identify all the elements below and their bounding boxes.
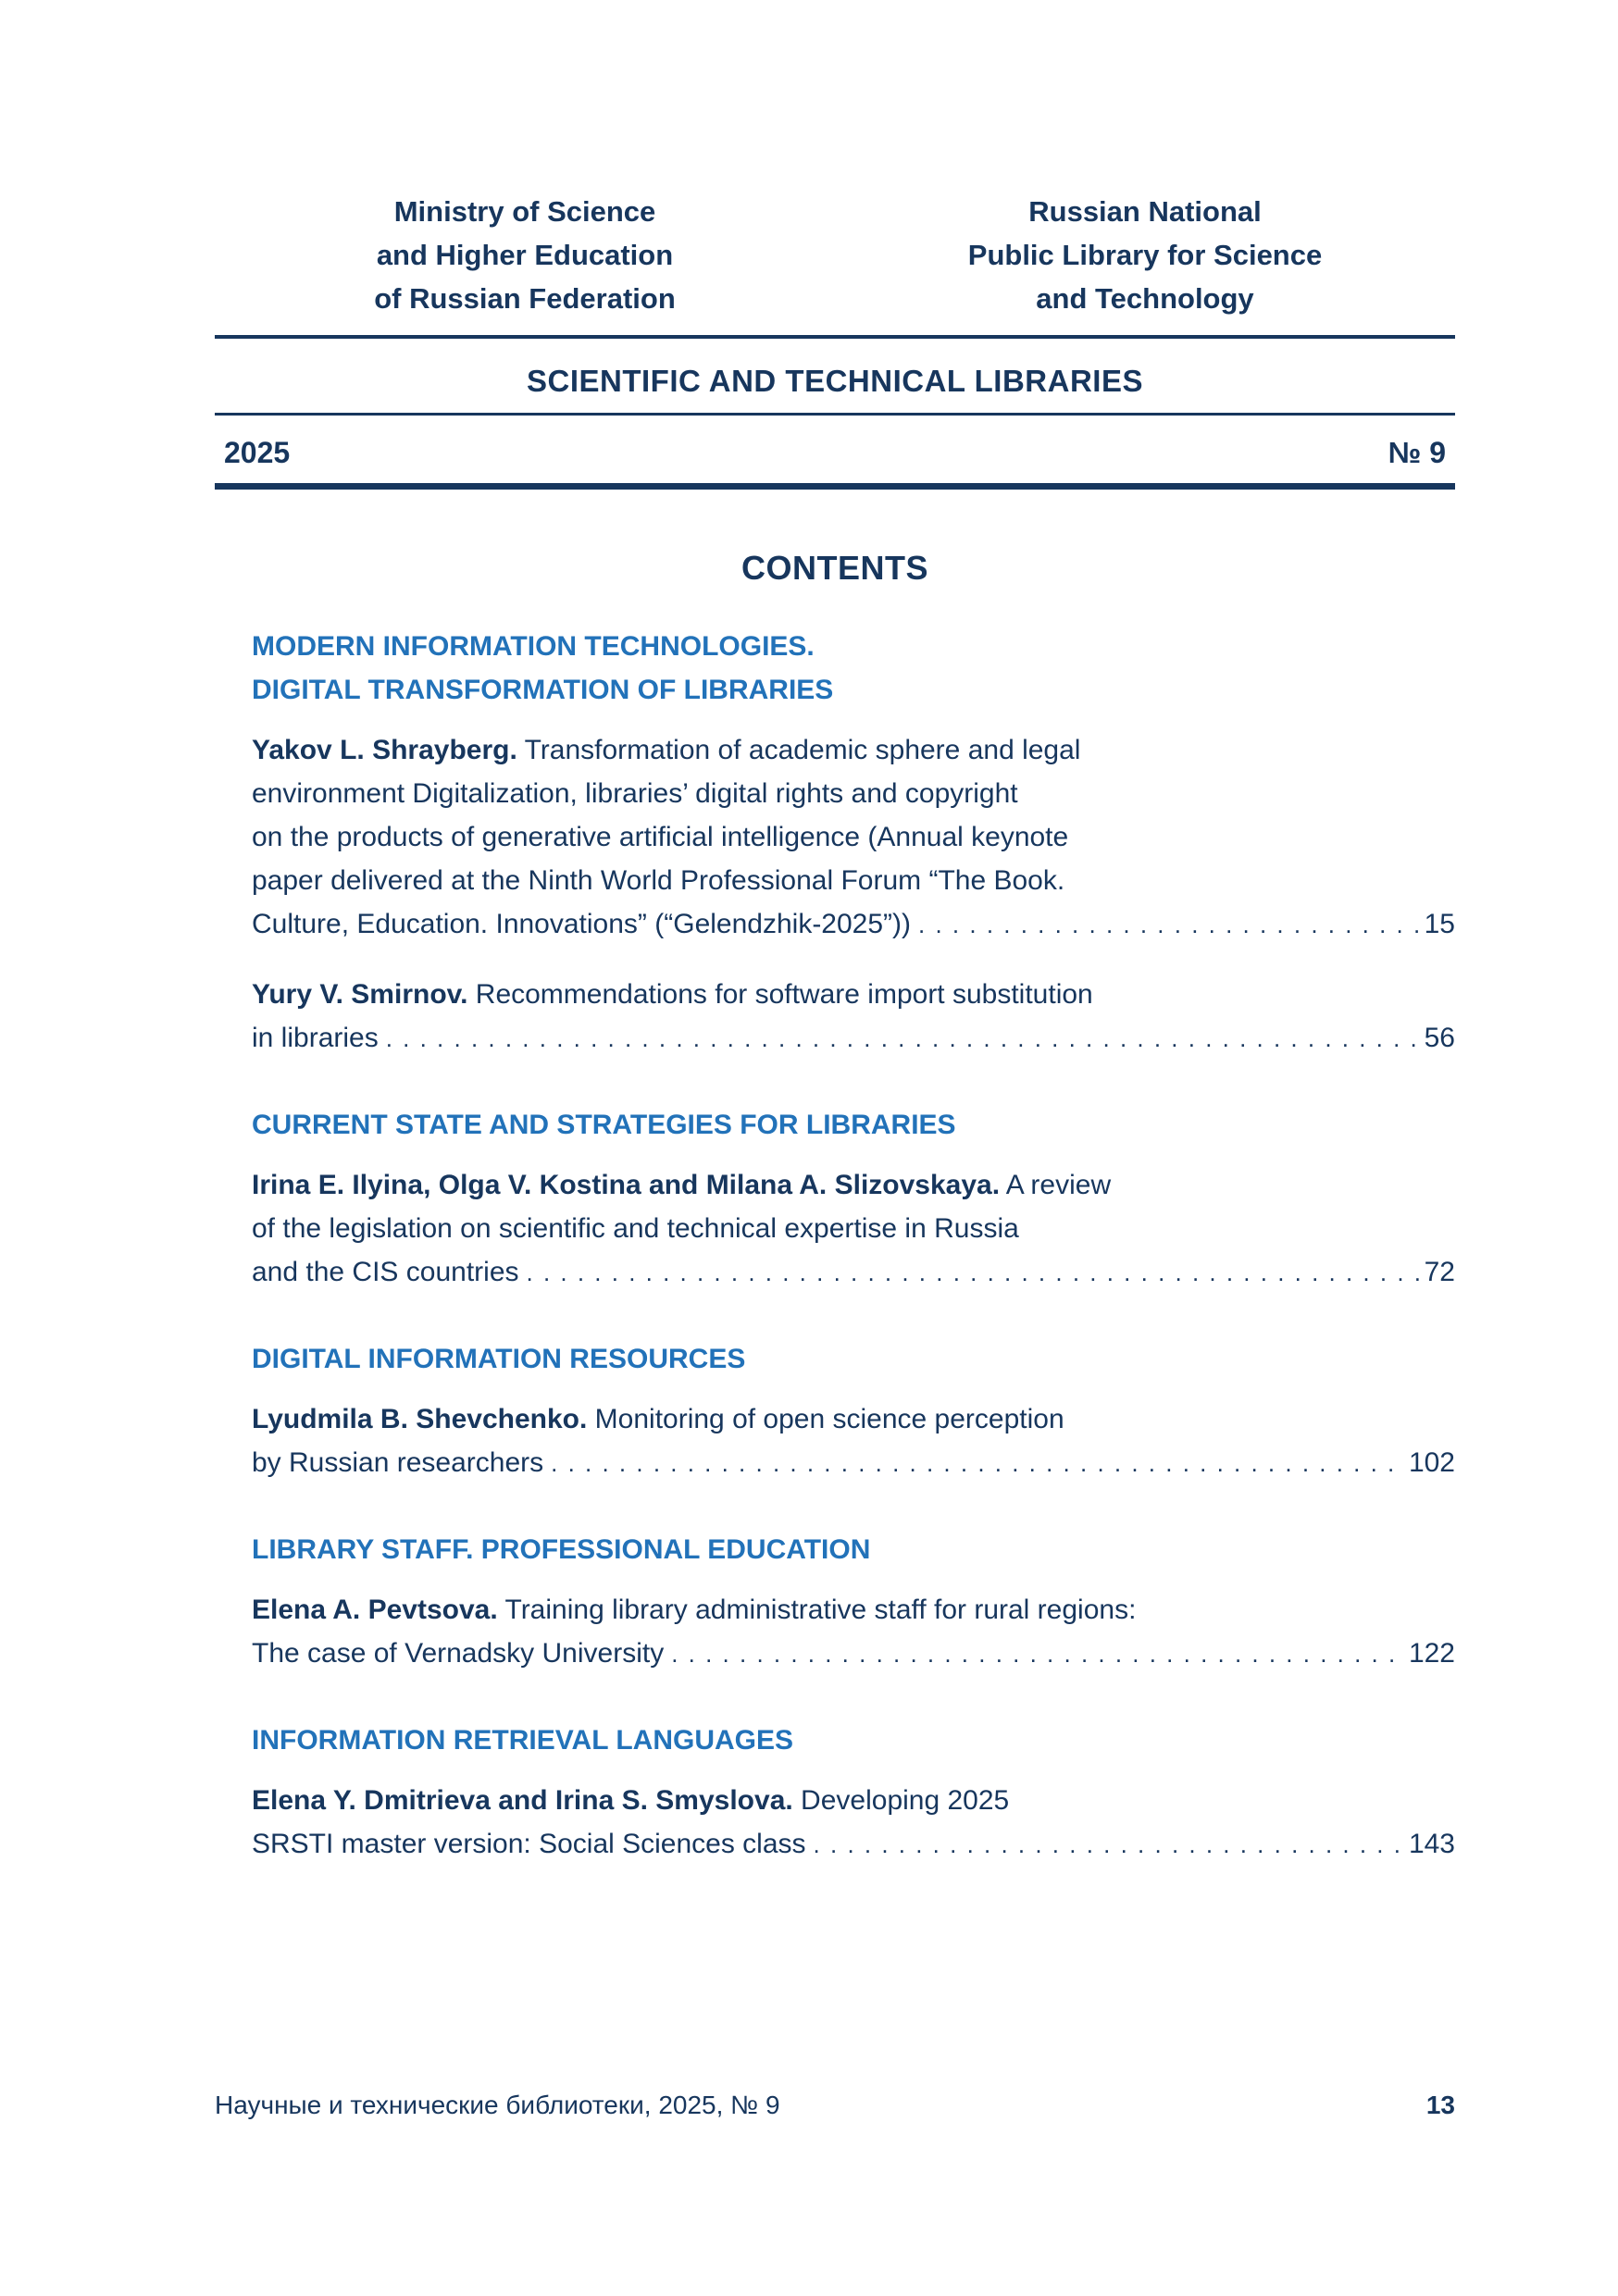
issue-number: № 9 xyxy=(1388,436,1446,469)
entry-first-line: Lyudmila B. Shevchenko. Monitoring of open science perception xyxy=(252,1404,1064,1434)
entry-authors: Elena Y. Dmitrieva and Irina S. Smyslova. xyxy=(252,1785,793,1816)
section-heading-line: DIGITAL TRANSFORMATION OF LIBRARIES xyxy=(252,675,834,705)
toc-sections xyxy=(215,625,1455,1867)
entry-page-number: 102 xyxy=(1408,1447,1455,1478)
library-line: Russian National xyxy=(1028,195,1262,228)
ministry-line: of Russian Federation xyxy=(374,282,676,315)
contents-title: CONTENTS xyxy=(741,549,928,587)
section-heading-line: INFORMATION RETRIEVAL LANGUAGES xyxy=(252,1725,793,1756)
ministry-line: and Higher Education xyxy=(376,239,674,271)
entry-last-text: The case of Vernadsky University xyxy=(252,1638,665,1669)
entry-text-line: paper delivered at the Ninth World Professional Forum “The Book. xyxy=(252,865,1065,896)
entry-authors: Yury V. Smirnov. xyxy=(252,979,468,1010)
entry-page-number: 122 xyxy=(1408,1638,1455,1669)
entry-text-line: environment Digitalization, libraries’ digital rights and copyright xyxy=(252,778,1018,809)
entry-last-line xyxy=(252,1822,1455,1867)
journal-year: 2025 xyxy=(224,436,291,469)
issue-row xyxy=(215,436,1455,470)
entry-last-text: in libraries xyxy=(252,1023,379,1053)
entry-text-line: of the legislation on scientific and technical expertise in Russia xyxy=(252,1213,1019,1244)
entry-page-number: 56 xyxy=(1424,1023,1455,1053)
footer-journal-name: Научные и технические библиотеки, 2025, № 9 xyxy=(215,2091,780,2119)
toc-entry xyxy=(252,1588,1455,1676)
entry-last-text: by Russian researchers xyxy=(252,1447,544,1478)
entry-last-line xyxy=(252,1441,1455,1485)
toc-entry xyxy=(252,1163,1455,1295)
leader-dots xyxy=(527,1251,1419,1295)
entry-first-line: Irina E. Ilyina, Olga V. Kostina and Milana A. Slizovskaya. A review xyxy=(252,1170,1112,1200)
leader-dots xyxy=(386,1017,1419,1061)
entry-last-line xyxy=(252,1250,1455,1295)
library-line: Public Library for Science xyxy=(967,239,1323,271)
leader-dots xyxy=(671,1632,1403,1676)
ministry-block xyxy=(215,190,835,320)
entry-first-line: Yakov L. Shrayberg. Transformation of academic sphere and legal xyxy=(252,735,1081,765)
entry-last-line xyxy=(252,1632,1455,1676)
toc-entry xyxy=(252,973,1455,1061)
journal-title: SCIENTIFIC AND TECHNICAL LIBRARIES xyxy=(526,364,1143,398)
page-header xyxy=(215,190,1455,320)
entry-authors: Irina E. Ilyina, Olga V. Kostina and Milana A. Slizovskaya. xyxy=(252,1170,1001,1200)
header-divider xyxy=(215,335,1455,339)
entry-text-line: on the products of generative artificial intelligence (Annual keynote xyxy=(252,822,1069,852)
section-heading xyxy=(252,625,1455,712)
section-heading-line: LIBRARY STAFF. PROFESSIONAL EDUCATION xyxy=(252,1534,871,1565)
leader-dots xyxy=(918,903,1419,947)
toc-entry xyxy=(252,1779,1455,1867)
section-heading xyxy=(252,1719,1455,1762)
entry-last-line xyxy=(252,1016,1455,1061)
entry-authors: Lyudmila B. Shevchenko. xyxy=(252,1404,588,1434)
toc-section xyxy=(252,1528,1455,1676)
entry-authors: Elena A. Pevtsova. xyxy=(252,1595,498,1625)
page-footer xyxy=(215,2091,1455,2120)
library-block xyxy=(835,190,1455,320)
entry-last-text: SRSTI master version: Social Sciences class xyxy=(252,1829,806,1859)
issue-divider xyxy=(215,483,1455,490)
leader-dots xyxy=(814,1823,1403,1867)
entry-first-line: Yury V. Smirnov. Recommendations for software import substitution xyxy=(252,979,1093,1010)
toc-entry xyxy=(252,728,1455,947)
section-heading-line: CURRENT STATE AND STRATEGIES FOR LIBRARIES xyxy=(252,1110,956,1140)
leader-dots xyxy=(551,1442,1403,1485)
entry-last-line xyxy=(252,902,1455,947)
toc-section xyxy=(252,1337,1455,1485)
entry-page-number: 72 xyxy=(1424,1257,1455,1287)
ministry-line: Ministry of Science xyxy=(393,195,656,228)
entry-first-line: Elena A. Pevtsova. Training library administrative staff for rural regions: xyxy=(252,1595,1137,1625)
section-heading xyxy=(252,1528,1455,1571)
library-line: and Technology xyxy=(1036,282,1254,315)
entry-page-number: 143 xyxy=(1408,1829,1455,1859)
entry-first-line: Elena Y. Dmitrieva and Irina S. Smyslova. Developing 2025 xyxy=(252,1785,1010,1816)
title-divider xyxy=(215,413,1455,416)
entry-last-text: Culture, Education. Innovations” (“Gelendzhik-2025”)) xyxy=(252,909,912,939)
toc-section xyxy=(252,1103,1455,1295)
toc-entry xyxy=(252,1397,1455,1485)
toc-section xyxy=(252,1719,1455,1867)
section-heading-line: DIGITAL INFORMATION RESOURCES xyxy=(252,1344,746,1374)
section-heading xyxy=(252,1103,1455,1147)
toc-section xyxy=(252,625,1455,1061)
entry-authors: Yakov L. Shrayberg. xyxy=(252,735,517,765)
entry-last-text: and the CIS countries xyxy=(252,1257,519,1287)
section-heading-line: MODERN INFORMATION TECHNOLOGIES. xyxy=(252,631,815,662)
section-heading xyxy=(252,1337,1455,1381)
entry-page-number: 15 xyxy=(1424,909,1455,939)
footer-page-number: 13 xyxy=(1425,2091,1455,2119)
